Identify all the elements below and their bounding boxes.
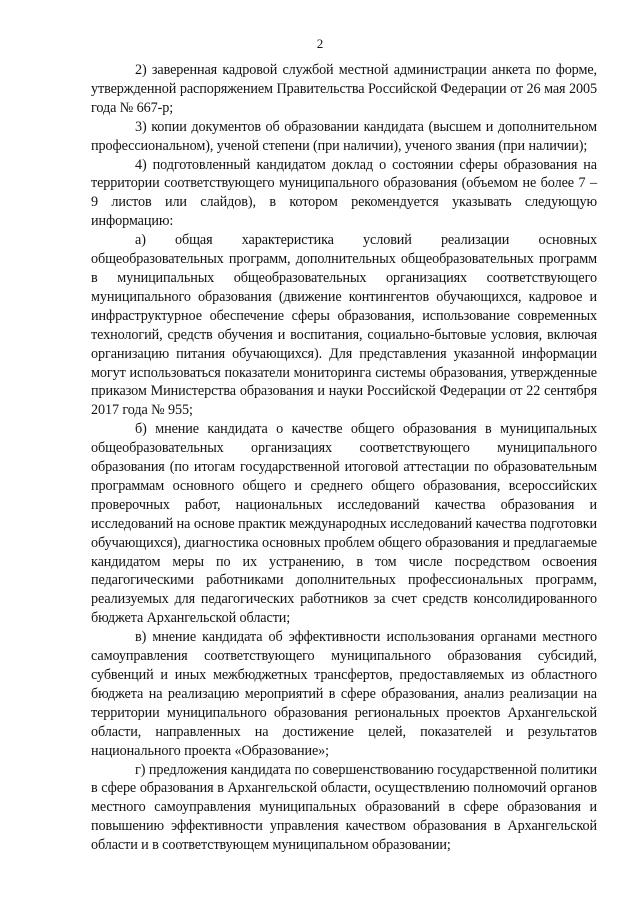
paragraph-subitem-b: б) мнение кандидата о качестве общего образования в муниципальных общеобразовательных организациях соответствующего муниципального образования (по итогам государственной итоговой аттестации по образовательным программам основного общего и среднего общего образования, всероссийских проверочных работ, национальных исследований качества образования и исследований на основе практик международных исследований качества подготовки обучающихся), диагностика основных проблем общего образования и предлагаемые кандидатом меры по их устранению, в том числе посредством освоения педагогическими работниками дополнительных профессиональных программ, реализуемых для педагогических работников за счет средств консолидированного бюджета Архангельской области; [91, 421, 597, 627]
paragraph-item-4: 4) подготовленный кандидатом доклад о состоянии сферы образования на территории соответствующего муниципального образования (объемом не более 7 – 9 листов или слайдов), в котором рекомендуется указывать следующую информацию: [91, 156, 597, 230]
paragraph-subitem-a: а) общая характеристика условий реализации основных общеобразовательных программ, дополнительных общеобразовательных программ в муниципальных общеобразовательных организациях соответствующего муниципального образования (движение контингентов обучающихся, кадровое и инфраструктурное обеспечение сферы образования, использование современных технологий, средств обучения и воспитания, социально-бытовые условия, включая организацию питания обучающихся). Для представления указанной информации могут использоваться показатели мониторинга системы образования, утвержденные приказом Министерства образования и науки Российской Федерации от 22 сентября 2017 года № 955; [91, 232, 597, 419]
paragraph-item-2: 2) заверенная кадровой службой местной администрации анкета по форме, утвержденной распоряжением Правительства Российской Федерации от 26 мая 2005 года № 667-р; [91, 62, 597, 116]
paragraph-subitem-v: в) мнение кандидата об эффективности использования органами местного самоуправления соответствующего муниципального образования субсидий, субвенций и иных межбюджетных трансфертов, предоставляемых из областного бюджета на реализацию мероприятий в сфере образования, анализ реализации на территории муниципального образования региональных проектов Архангельской области, направленных на достижение целей, показателей и результатов национального проекта «Образование»; [91, 629, 597, 759]
page-number: 2 [316, 36, 324, 51]
document-body [91, 61, 597, 855]
paragraph-item-3: 3) копии документов об образовании кандидата (высшем и дополнительном профессиональном), ученой степени (при наличии), ученого звания (при наличии); [91, 118, 597, 154]
paragraph-subitem-g: г) предложения кандидата по совершенствованию государственной политики в сфере образования в Архангельской области, осуществлению полномочий органов местного самоуправления муниципальных образований в сфере образования и повышению эффективности управления качеством образования в Архангельской области и в соответствующем муниципальном образовании; [91, 761, 597, 854]
